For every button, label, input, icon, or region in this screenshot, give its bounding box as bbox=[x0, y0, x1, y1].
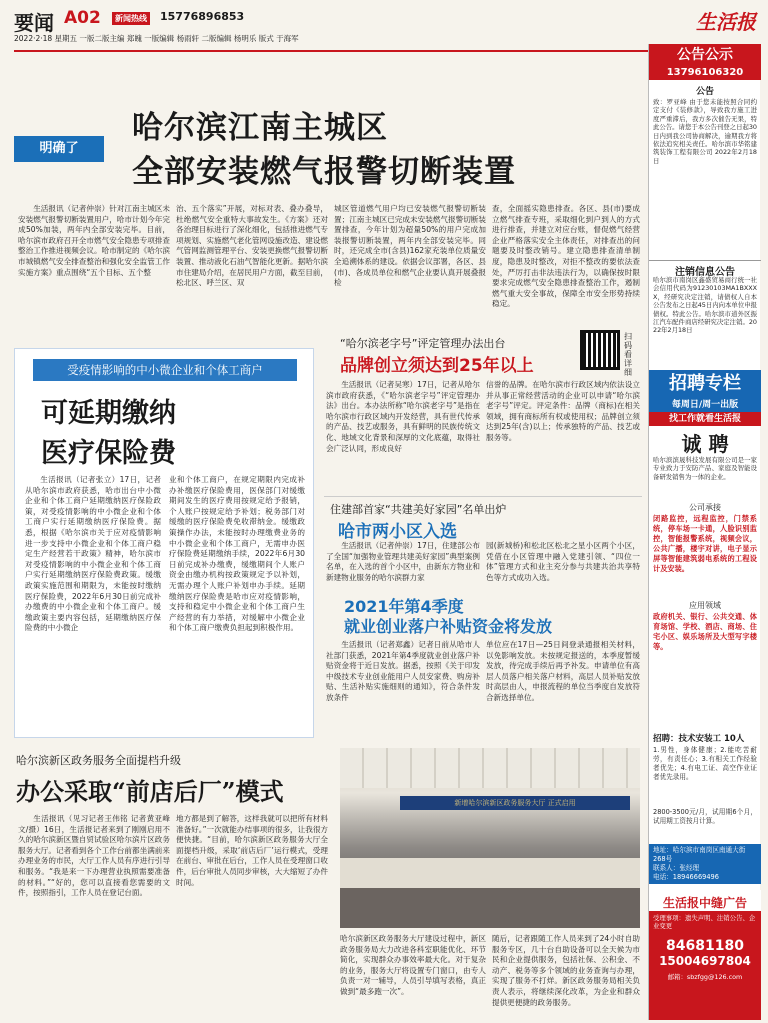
hiring-cat1: 公司承接 bbox=[689, 503, 721, 512]
office-kicker: 哈尔滨新区政务服务全面提档升级 bbox=[16, 754, 181, 767]
ad-block bbox=[649, 890, 761, 1020]
notice-text: 致：罗亚峰 由于您未能按照合同约定支付《装修款》，导致我方施工进度严重滞后，我方多次催告无果，特此公告。请您于本公告刊登之日起30日内到我公司协商解决，逾期我方将依法追究相关责任。哈尔滨市华铭建筑装饰工程有限公司 2022年2月18日 bbox=[653, 98, 757, 165]
qr-label: 扫码看详细 bbox=[624, 332, 632, 377]
lead-title-line2: 全部安装燃气报警切断装置 bbox=[132, 154, 516, 190]
cancel-text: 哈尔滨市南岗区鑫盛贸易商行统一社会信用代码为91230103MA1BXXXX，经研究决定注销，请债权人自本公告发布之日起45日内向本单位申报债权。特此公告。哈尔滨市道外区振江汽车配件商店经研究决定注销。2022年2月18日 bbox=[653, 276, 757, 335]
community-story bbox=[324, 496, 642, 586]
employment-story bbox=[324, 590, 642, 740]
hiring-list2: 政府机关、银行、公共交通、体育场馆、学校、酒店、商场、住宅小区、娱乐场所及大型写字楼等。 bbox=[653, 612, 757, 651]
ad-title: 生活报中缝广告 bbox=[649, 890, 761, 911]
lead-col1: 生活报讯（记者仲崇）针对江南主城区未安装燃气报警切断装置用户，哈市计划今年完成50%加装，两年内全部安装完毕。目前，哈尔滨市政府召开全市燃气安全隐患专项排查整治工作推进视频会议。哈市制定的《哈尔滨市城镇燃气安全排查整治和强化安全监管工作实施方案》重点围绕“五个目标、五个整 bbox=[18, 204, 170, 277]
lead-title-line1: 哈尔滨江南主城区 bbox=[132, 110, 388, 146]
employment-title-line1: 2021年第4季度 bbox=[344, 597, 464, 616]
hiring-salary: 2800-3500元/月，试用期6个月，试用期工资按月计算。 bbox=[653, 808, 757, 825]
medical-title-line1: 可延期缴纳 bbox=[41, 398, 176, 429]
brand-story bbox=[324, 330, 642, 490]
employment-title-line2: 就业创业落户补贴资金将发放 bbox=[344, 617, 553, 636]
community-col2: 园(新城桥)和松北区松北之星小区两个小区，凭借在小区管理中融入党建引领、“四位一体”管理方式和业主充分参与共建共治共享特色等方式成功入选。 bbox=[486, 541, 640, 582]
lead-kicker: 明确了 bbox=[14, 136, 104, 162]
hiring-intro: 哈尔滨滨晟科技发展有限公司是一家专业致力于安防产品、家庭及智能设备研发销售为一体的企业。 bbox=[653, 456, 757, 481]
hiring-tagline: 找工作就看生活报 bbox=[649, 412, 761, 426]
date-line: 2022·2·18 星期五 一版二版主编 郑魄 一版编辑 杨雨轩 二版编辑 杨明乐 版式 于海军 bbox=[14, 34, 299, 43]
lead-col2: 治、五个落实”开展，对标对表、叠办叠导，杜绝燃气安全重特大事故发生。《方案》还对各治理目标进行了深化细化，包括推进燃气专项规划、实施燃气老化管网设施改造、建设燃气管网监测管理平台、安装更换燃气报警切断装置、推动液化石油气智能化更新。据哈尔滨市住建局介绍，在居民用户方面，截至目前，松北区、呼兰区、双 bbox=[176, 204, 328, 288]
employment-col1: 生活报讯（记者郑鑫）记者日前从哈市人社部门获悉，2021年第4季度就业创业落户补贴资金将于近日发放。据悉，按照《关于印发中级技术专业创业能用户人员安家费、购房补贴、生活补贴实施细则的通知》，符合条件发放条件 bbox=[326, 640, 480, 702]
lead-col4: 查，全面摇实隐患排查。各区、县(市)要成立燃气排查专班，采取细化到户到人的方式进行排查，并建立对应台账，督促燃气经营企业严格落实安全主体责任，对排查出的问题要及时整改销号。建立隐患排查清单制度，隐患及时整改，对拒不整改的要依法查处，严厉打击非法违法行为，以确保按时限要求完成燃气安全隐患排查整治工作，遏制燃气重大安全事故，保障全市安全形势持续稳定。 bbox=[492, 204, 640, 309]
ad-email: 邮箱：sbzfgg@126.com bbox=[667, 972, 743, 981]
photo-banner: 新增哈尔滨新区政务服务大厅 正式启用 bbox=[400, 796, 630, 810]
hiring-job: 招聘：技术安装工 10人 bbox=[653, 734, 745, 744]
service-hall-photo bbox=[340, 748, 640, 928]
lead-story bbox=[14, 64, 641, 316]
header-rule bbox=[14, 50, 756, 52]
photo-floor bbox=[340, 888, 640, 928]
cancel-title: 注销信息公告 bbox=[649, 260, 761, 278]
brand-col2: 信誉的品牌。在哈尔滨市行政区域内依法设立并从事正常经营活动的企业可以申请“哈尔滨老字号”评定。评定条件：品牌（商标)在相关领域，拥有商标所有权或使用权；品牌创立须达到25年(含)以上；传承独特的产品、技艺或服务等。 bbox=[486, 380, 640, 442]
office-col2: 地方都是到了解答，这样我就可以把所有材料准备好。”一次就能办结事项的很多，让我很方便快捷。“目前，哈尔滨新区政务服务大厅全面提档升级，采取‘前店后厂’运行模式，受理在前台、审批在后台，工作人员在受理窗口收件，后台审批人员同步审核，大大缩短了办件时间。 bbox=[176, 814, 328, 887]
medical-title-line2: 医疗保险费 bbox=[41, 438, 176, 469]
hiring-contact-box bbox=[649, 844, 761, 884]
section-name: 要闻 bbox=[14, 11, 54, 35]
brand-title: 品牌创立须达到25年以上 bbox=[340, 356, 534, 376]
page-header bbox=[14, 6, 756, 54]
qr-code[interactable] bbox=[580, 330, 620, 370]
medical-insurance-story bbox=[14, 348, 314, 738]
notice-title: 公告 bbox=[695, 87, 714, 97]
medical-kicker: 受疫情影响的中小微企业和个体工商户 bbox=[33, 359, 297, 381]
lead-col3: 城区管道燃气用户均已安装燃气报警切断装置；江南主城区已完成未安装燃气报警切断装置排查，今年计划为超量50%的用户完成加装报警切断装置，两年内全部安装完毕。同时，还完成全市(含县)162家充装单位质量安全追溯体系的建设。依据会议部署，各区、县(市)、各成员单位和燃气企业要认真开展叠报检 bbox=[334, 204, 486, 288]
notice-header: 公告公示 bbox=[649, 44, 761, 66]
hiring-cat2: 应用领域 bbox=[689, 601, 721, 610]
photo-ceiling bbox=[340, 748, 640, 788]
notice-phone: 13796106320 bbox=[649, 66, 761, 80]
employment-col2: 单位应在17日—25日间登录通报相关材料，以免影响发放。未按规定报送的，本季度暂缓发放，待完成手续后再予补发。申请单位有高层人员落户相关落户材料，高层人员补贴发放时高层由人，申报流程的单位当季度自发放符合新选择单位。 bbox=[486, 640, 640, 702]
medical-col1: 生活报讯（记者张立）17日，记者从哈尔滨市政府获悉，哈市出台中小微企业和个体工商户延期缴纳医疗保险政策，对受疫情影响的中小微企业和个体工商户实行延期缴纳医疗保险费。据悉，根据《哈尔滨市关于应对疫情影响进一步支持中小微企业和个体工商户稳定生产经营若干政策》精神，哈尔滨市对受疫情影响的中小微企业和个体工商户实行延期缴纳医疗保险费政策。缓缴政策实施范围和期限为，未能按时缴纳医疗保险费，2022年6月30日前完成补办缴费的中小微企业和个体工商户。缓缴政策主要内容包括，延期缴纳医疗保险费的中小微企 bbox=[25, 475, 161, 633]
hiring-schedule: 每周日/周一出版 bbox=[649, 398, 761, 412]
medical-col2: 业和个体工商户，在规定期限内完成补办补缴医疗保险费用，医保部门对缓缴期间发生的医疗费用按规定给予报销，个人账户按规定给予补划；税务部门对缓缴的医疗保险费免收滞纳金。缓缴政策操作办法，未能按时办理缴费业务的中小微企业和个体工商户，无需申办医疗保险费延期缴纳手续，2022年6月30日前完成补办缴费，缓缴期间个人账户资金由缴办机构按政策规定予以补划，无需办理个人账户补划申办手续。延期缴纳医疗保险费是哈市应对疫情影响，支持和稳定中小微企业和个体工商户生产经营的有力举措，对缓解中小微企业和个体工商户缴费负担起到积极作用。 bbox=[169, 475, 305, 633]
ad-phone-1[interactable]: 84681180 bbox=[666, 937, 744, 954]
hotline-number: 15776896853 bbox=[160, 10, 245, 23]
hiring-big-title: 诚 聘 bbox=[681, 432, 729, 456]
ad-phone-2[interactable]: 15004697804 bbox=[659, 953, 751, 968]
community-col1: 生活报讯（记者仲崇）17日，住建部公布了全国“加强物业管理共建美好家园”典型案例名单，在入选的首个小区中，由新东方物业和新建物业服务的哈尔滨群力家 bbox=[326, 541, 480, 582]
office-story bbox=[14, 748, 642, 1018]
community-title: 哈市两小区入选 bbox=[338, 522, 457, 542]
hiring-contact: 联系人：张经理 bbox=[653, 864, 700, 872]
office-col1: 生活报讯（见习记者王伟铭 记者黄亚峰文/摄）16日，生活报记者来到了刚刚启用不久的哈尔滨新区暨自贸试验区哈尔滨片区政务服务大厅。记者看到各个工作台前都坐满前来办理业务的市民，大厅工作人员有序进行引导和服务。“我是来一下办理营业执照需要准备的材料。”“好的，您可以直接看您需要的文件，按照指引，工作人员在登记台面。 bbox=[18, 814, 170, 898]
brand-kicker: “哈尔滨老字号”评定管理办法出台 bbox=[340, 337, 506, 350]
hiring-header: 招聘专栏 bbox=[649, 370, 761, 398]
photo-counter bbox=[340, 858, 640, 888]
masthead-logo: 生活报 bbox=[696, 10, 756, 34]
hiring-phone: 电话：18946669496 bbox=[653, 873, 719, 881]
hiring-address: 地址：哈尔滨市南岗区南通大街268号 bbox=[653, 846, 746, 863]
page-number: A02 bbox=[64, 8, 101, 28]
hiring-list1: 闭路监控，远程监控，门禁系统，停车场一卡通，人脸识别监控，智能报警系统，视频会议，公共广播，楼宇对讲，电子显示屏等智能建筑弱电系统的工程设计及安装。 bbox=[653, 514, 757, 573]
ad-subtitle: 受理事项：遗失声明、注销公告、企业变更 bbox=[653, 914, 756, 931]
hotline-label: 新闻热线 bbox=[112, 12, 150, 25]
office-title: 办公采取“前店后厂”模式 bbox=[16, 777, 284, 806]
office-col4: 随后，记者跟随工作人员来到了24小时自助服务专区，几十台自助设备可以全天候为市民和企业提供服务，包括社保、公积金、不动产、税务等多个领域的业务查询与办理，实现了服务不打烊。新区政务服务局相关负责人表示，将继续深化改革，为企业和群众提供更便捷的政务服务。 bbox=[492, 934, 640, 1007]
brand-col1: 生活报讯（记者吴寒）17日，记者从哈尔滨市政府获悉，《“哈尔滨老字号”评定管理办法》出台。本办法所称“哈尔滨老字号”是指在哈尔滨市行政区域内开发经营，具有世代传承的产品、技艺或服务，具有鲜明的民族传统文化、地域文化背景和深厚的文化底蕴，取得社会广泛认同，形成良好 bbox=[326, 380, 480, 453]
office-col3: 哈尔滨新区政务服务大厅建设过程中，新区政务服务局大力改进各科室职能优化、环节简化，实现群众办事效率最大化。对于复杂的业务，服务大厅将设置专门窗口，由专人负责一对一辅导，人员引导填写表格，真正做到“最多跑一次”。 bbox=[340, 934, 486, 996]
sidebar-classifieds bbox=[648, 44, 760, 1020]
community-kicker: 住建部首家“共建美好家园”名单出炉 bbox=[330, 503, 507, 516]
hiring-req: 1.男性，身体健康；2.能吃苦耐劳，有责任心；3.有相关工作经验者优先；4.有电工证、高空作业证者优先录用。 bbox=[653, 746, 757, 781]
